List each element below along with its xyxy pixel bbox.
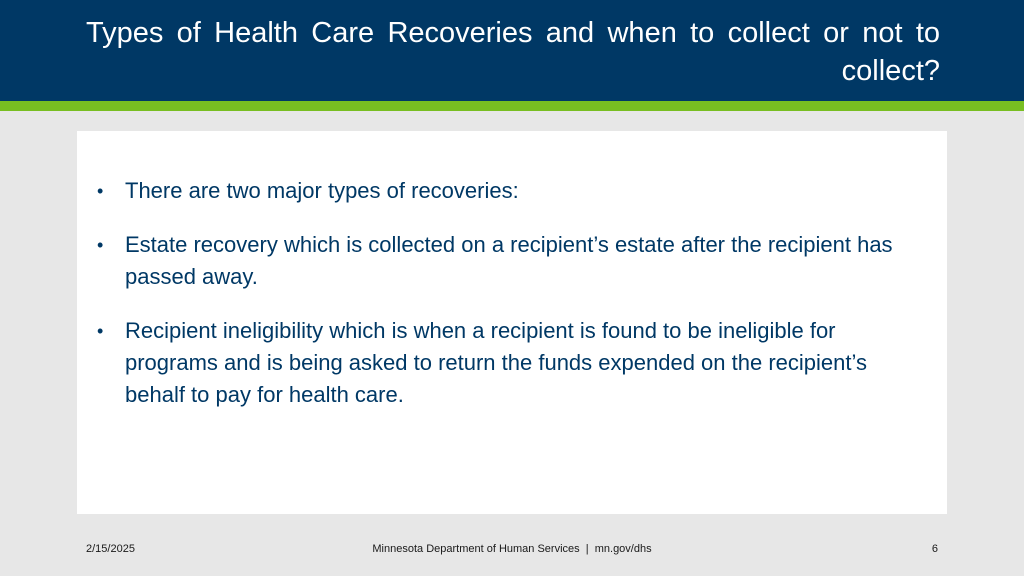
bullet-icon: • (97, 235, 104, 255)
list-item (77, 175, 947, 207)
bullet-text: There are two major types of recoveries: (125, 178, 519, 203)
bullet-icon: • (97, 181, 104, 201)
bullet-text: Recipient ineligibility which is when a recipient is found to be ineligible for programs and is being asked to return the funds expended on the recipient’s behalf to pay for health care. (125, 318, 867, 407)
page-number: 6 (931, 543, 938, 555)
accent-bar (0, 101, 1024, 111)
footer-date: 2/15/2025 (86, 543, 135, 555)
bullet-list (77, 175, 947, 433)
list-item (77, 229, 947, 293)
title-bar (0, 0, 1024, 101)
bullet-icon: • (97, 321, 104, 341)
content-card (77, 131, 947, 514)
slide-title: Types of Health Care Recoveries and when to collect or not to collect? (86, 17, 940, 87)
bullet-text: Estate recovery which is collected on a recipient’s estate after the recipient has passed away. (125, 232, 893, 289)
footer-organization: Minnesota Department of Human Services | mn.gov/dhs (372, 543, 652, 555)
list-item (77, 315, 947, 411)
